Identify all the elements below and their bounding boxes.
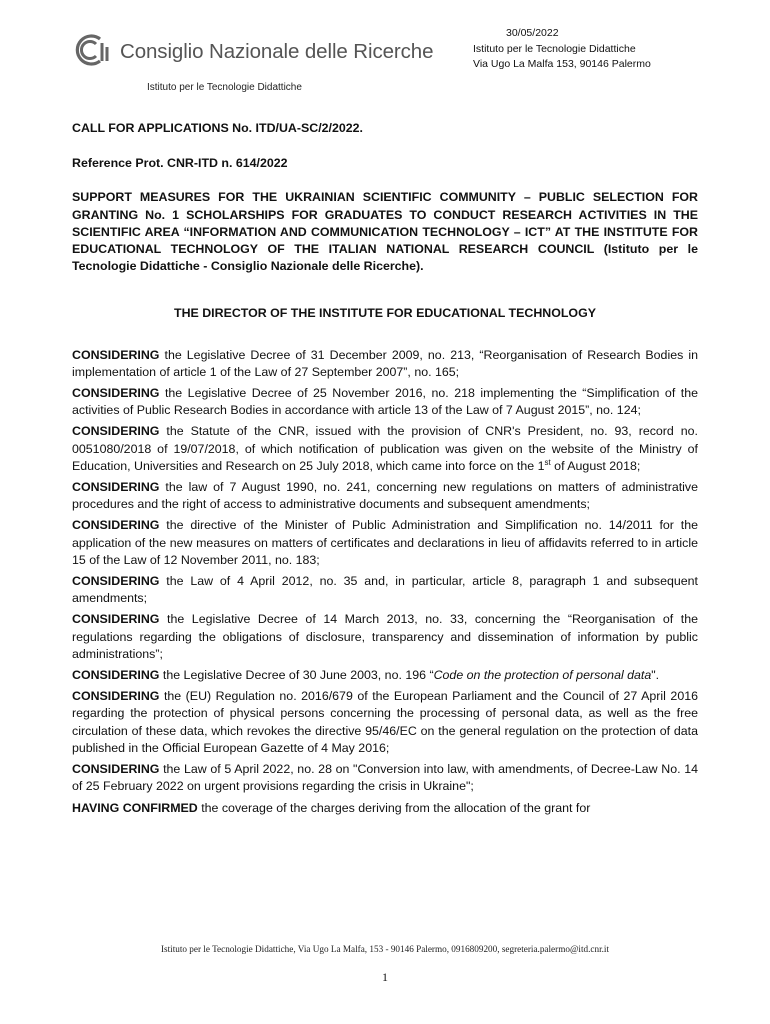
header-address-block: [473, 26, 651, 73]
confirmed-paragraph: [72, 800, 698, 817]
call-title: CALL FOR APPLICATIONS No. ITD/UA-SC/2/2022.: [72, 121, 363, 135]
considering-paragraph: [72, 385, 698, 419]
header-address: Via Ugo La Malfa 153, 90146 Palermo: [473, 58, 651, 70]
paragraph-text: the law of 7 August 1990, no. 241, concerning new regulations on matters of administrative procedures and the right of access to administrative documents and subsequent amendments;: [72, 480, 698, 512]
considering-keyword: CONSIDERING: [72, 762, 160, 777]
confirmed-keyword: HAVING CONFIRMED: [72, 800, 198, 815]
considering-paragraph: [72, 688, 698, 757]
cnr-logo: [68, 26, 434, 78]
considering-paragraph: [72, 573, 698, 607]
header-institute: Istituto per le Tecnologie Didattiche: [473, 42, 636, 55]
logo-text: Consiglio Nazionale delle Ricerche: [120, 40, 434, 63]
considering-paragraph: [72, 347, 698, 381]
page-number: 1: [382, 970, 388, 984]
considering-paragraph: [72, 667, 698, 684]
paragraph-text-end: ".: [651, 668, 660, 683]
paragraph-text: the coverage of the charges deriving from the allocation of the grant for: [197, 800, 591, 815]
considering-paragraph: [72, 611, 698, 663]
paragraph-text: the Law of 5 April 2022, no. 28 on "Conversion into law, with amendments, of Decree-Law No. 14 of 25 February 2022 on urgent provisions regarding the crisis in Ukraine";: [72, 762, 698, 794]
paragraph-text: the directive of the Minister of Public Administration and Simplification no. 14/2011 for the application of the new measures on matters of certificates and declarations in lieu of affidavits referred to in article 15 of the Law of 12 November 2011, no. 183;: [72, 518, 698, 567]
document-date: 30/05/2022: [506, 27, 559, 39]
paragraph-text: the Legislative Decree of 25 November 2016, no. 218 implementing the “Simplification of the activities of Public Research Bodies in accordance with article 13 of the Law of 7 August 2015”, no. 124;: [72, 386, 698, 418]
paragraph-text: the Statute of the CNR, issued with the provision of CNR's President, no. 93, record no. 0051080/2018 of 19/07/2018, of which notification of publication was given on the website of the Ministry of Education, Universities and Research on 25 July 2018, which came into force on the 1: [72, 424, 698, 473]
support-main: SUPPORT MEASURES FOR THE UKRAINIAN SCIENTIFIC COMMUNITY – PUBLIC SELECTION FOR GRANTING No. 1 SCHOLARSHIPS FOR GRADUATES TO CONDUCT RESEARCH ACTIVITIES IN THE SCIENTIFIC AREA “INFORMATION AND COMMUNICATION TECHNOLOGY – ICT” AT THE INSTITUTE FOR EDUCATIONAL TECHNOLOGY OF THE ITALIAN NATIONAL RESEARCH COUNCIL: [72, 190, 698, 257]
considering-keyword: CONSIDERING: [72, 347, 160, 362]
support-sub: (Istituto per le Tecnologie Didattiche - Consiglio Nazionale delle Ricerche).: [72, 242, 698, 274]
considering-keyword: CONSIDERING: [72, 518, 160, 533]
paragraph-text: the Legislative Decree of 31 December 2009, no. 213, “Reorganisation of Research Bodies in implementation of article 1 of the Law of 27 September 2007”, no. 165;: [72, 347, 698, 379]
considering-keyword: CONSIDERING: [72, 424, 160, 439]
logo-subtitle: Istituto per le Tecnologie Didattiche: [147, 82, 302, 93]
considering-paragraph: [72, 517, 698, 569]
considering-keyword: CONSIDERING: [72, 668, 160, 683]
cnr-logo-icon: [70, 30, 110, 70]
considering-keyword: CONSIDERING: [72, 612, 160, 627]
paragraph-text-end: of August 2018;: [550, 458, 641, 473]
considering-keyword: CONSIDERING: [72, 689, 160, 704]
considering-keyword: CONSIDERING: [72, 574, 160, 589]
considering-paragraph: [72, 423, 698, 475]
considering-paragraph: [72, 479, 698, 513]
document-body: [72, 120, 698, 821]
support-heading: [72, 189, 698, 275]
paragraph-text: the (EU) Regulation no. 2016/679 of the European Parliament and the Council of 27 April 2016 regarding the protection of physical persons concerning the processing of personal data, as well as the free circulation of these data, which revokes the directive 95/46/EC on the general regulation on the protection of data published in the Official European Gazette of 4 May 2016;: [72, 689, 698, 755]
director-heading: THE DIRECTOR OF THE INSTITUTE FOR EDUCATIONAL TECHNOLOGY: [174, 306, 596, 321]
considering-keyword: CONSIDERING: [72, 386, 160, 401]
paragraph-text: the Legislative Decree of 14 March 2013, no. 33, concerning the “Reorganisation of the regulations regarding the obligations of disclosure, transparency and dissemination of information by public administrations”;: [72, 612, 698, 661]
paragraph-text: the Legislative Decree of 30 June 2003, no. 196 “: [159, 668, 434, 683]
italic-title: Code on the protection of personal data: [433, 668, 652, 683]
considering-paragraph: [72, 761, 698, 795]
page-footer: Istituto per le Tecnologie Didattiche, Via Ugo La Malfa, 153 - 90146 Palermo, 0916809200, segreteria.palermo@itd.cnr.it: [160, 944, 610, 954]
ordinal-suffix: st: [544, 457, 551, 467]
considering-keyword: CONSIDERING: [72, 480, 160, 495]
paragraph-text: the Law of 4 April 2012, no. 35 and, in particular, article 8, paragraph 1 and subsequent amendments;: [72, 574, 698, 606]
reference-line: Reference Prot. CNR-ITD n. 614/2022: [72, 156, 288, 171]
